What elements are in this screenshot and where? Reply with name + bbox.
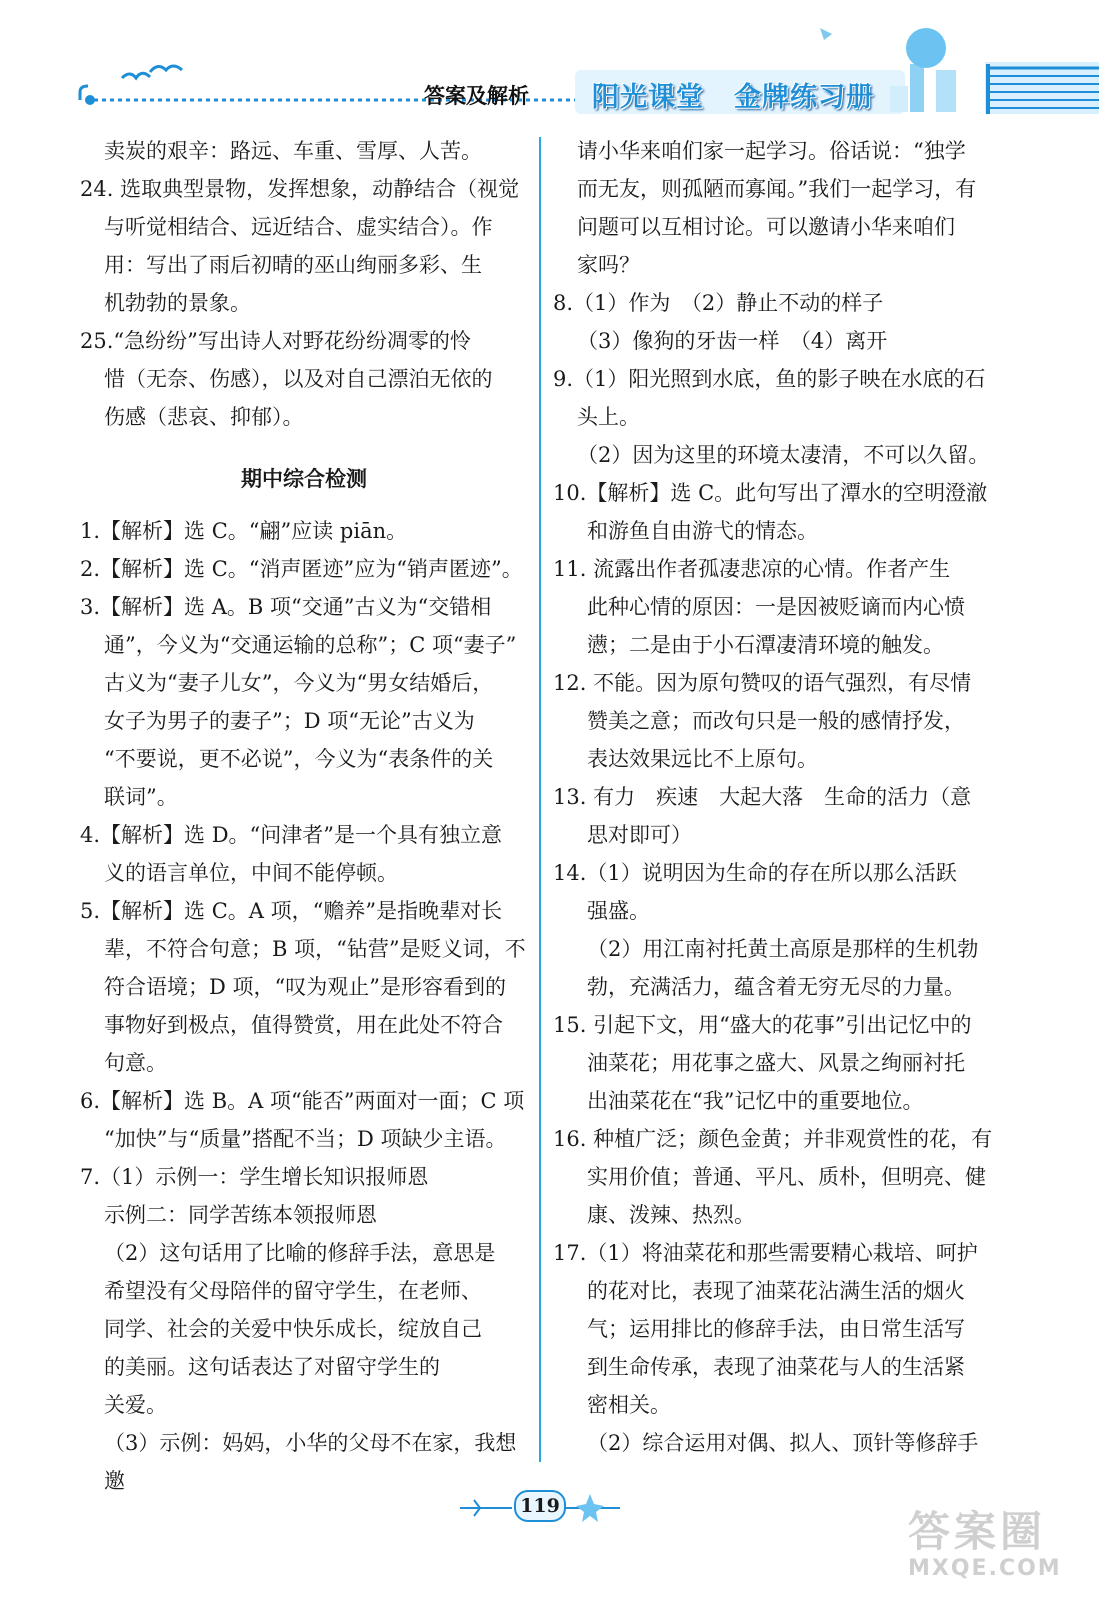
column-divider bbox=[539, 137, 541, 1462]
answer-line: 此种心情的原因：一是因被贬谪而内心愤 bbox=[587, 595, 965, 619]
answer-line: 气；运用排比的修辞手法，由日常生活写 bbox=[587, 1317, 965, 1341]
globe-icon bbox=[906, 28, 946, 68]
answer-line: （2）用江南衬托黄土高原是那样的生机勃 bbox=[587, 937, 979, 961]
page-number: 119 bbox=[514, 1490, 566, 1522]
answer-16: 16. 种植广泛；颜色金黄；并非观赏性的花，有 bbox=[553, 1127, 993, 1151]
answer-line: 表达效果远比不上原句。 bbox=[587, 747, 818, 771]
answer-line: 用：写出了雨后初晴的巫山绚丽多彩、生 bbox=[104, 253, 482, 277]
answer-line: 古义为“妻子儿女”，今义为“男女结婚后， bbox=[104, 671, 494, 695]
answer-line: “加快”与“质量”搭配不当；D 项缺少主语。 bbox=[104, 1127, 507, 1151]
page-header bbox=[0, 0, 1099, 120]
answer-line: （3）像狗的牙齿一样 （4）离开 bbox=[577, 329, 888, 353]
answer-line: 油菜花；用花事之盛大、风景之绚丽衬托 bbox=[587, 1051, 965, 1075]
answer-14: 14.（1）说明因为生命的存在所以那么活跃 bbox=[553, 861, 957, 885]
answer-line: 伤感（悲哀、抑郁）。 bbox=[104, 405, 304, 429]
answer-line: 思对即可） bbox=[587, 823, 692, 847]
answer-3: 3.【解析】选 A。B 项“交通”古义为“交错相 bbox=[80, 595, 492, 619]
answer-line: 事物好到极点，值得赞赏，用在此处不符合 bbox=[104, 1013, 503, 1037]
answer-line: 卖炭的艰辛：路远、车重、雪厚、人苦。 bbox=[104, 139, 482, 163]
answer-line: 到生命传承，表现了油菜花与人的生活紧 bbox=[587, 1355, 965, 1379]
bird-icon bbox=[150, 66, 182, 72]
answer-7: 7.（1）示例一：学生增长知识报师恩 bbox=[80, 1165, 429, 1189]
watermark-url: MXQE.COM bbox=[908, 1556, 1062, 1581]
answer-line: 女子为男子的妻子”；D 项“无论”古义为 bbox=[104, 709, 475, 733]
answer-line: 勃，充满活力，蕴含着无穷无尽的力量。 bbox=[587, 975, 965, 999]
left-column bbox=[80, 132, 528, 1500]
answer-line: 的美丽。这句话表达了对留守学生的 bbox=[104, 1355, 440, 1379]
answer-line: 康、泼辣、热烈。 bbox=[587, 1203, 755, 1227]
bird-icon bbox=[122, 73, 150, 78]
answer-line: 家吗？ bbox=[577, 253, 640, 277]
answer-line: 辈，不符合句意；B 项，“钻营”是贬义词，不 bbox=[104, 937, 526, 961]
answer-line: 符合语境；D 项，“叹为观止”是形容看到的 bbox=[104, 975, 506, 999]
paper-plane-icon bbox=[820, 28, 832, 40]
answer-line: 出油菜花在“我”记忆中的重要地位。 bbox=[587, 1089, 924, 1113]
answer-line: “不要说，更不必说”，今义为“表条件的关 bbox=[104, 747, 494, 771]
answer-line: 与听觉相结合、远近结合、虚实结合）。作 bbox=[104, 215, 493, 239]
answer-line: 示例二：同学苦练本领报师恩 bbox=[104, 1203, 377, 1227]
answer-line: 赞美之意；而改句只是一般的感情抒发， bbox=[587, 709, 965, 733]
answer-line: 实用价值；普通、平凡、质朴，但明亮、健 bbox=[587, 1165, 986, 1189]
brand-name: 阳光课堂 bbox=[592, 82, 704, 113]
page-footer bbox=[450, 1484, 650, 1534]
watermark-logo-text: 答案圈 bbox=[908, 1507, 1047, 1556]
answer-9: 9.（1）阳光照到水底，鱼的影子映在水底的石 bbox=[553, 367, 986, 391]
answer-line: 强盛。 bbox=[587, 899, 650, 923]
answer-line: 懑；二是由于小石潭凄清环境的触发。 bbox=[587, 633, 944, 657]
answer-line: 句意。 bbox=[104, 1051, 167, 1075]
answer-4: 4.【解析】选 D。“问津者”是一个具有独立意 bbox=[80, 823, 503, 847]
answer-line: 通”，今义为“交通运输的总称”；C 项“妻子” bbox=[104, 633, 517, 657]
answer-line: （2）因为这里的环境太凄清，不可以久留。 bbox=[577, 443, 990, 467]
answer-line: （3）示例：妈妈，小华的父母不在家，我想邀 bbox=[104, 1431, 517, 1493]
answer-line: 的花对比，表现了油菜花沾满生活的烟火 bbox=[587, 1279, 965, 1303]
answer-line: （2）综合运用对偶、拟人、顶针等修辞手 bbox=[587, 1431, 979, 1455]
brand-subtitle: 金牌练习册 bbox=[734, 82, 874, 113]
answer-11: 11. 流露出作者孤凄悲凉的心情。作者产生 bbox=[553, 557, 951, 581]
answer-1: 1.【解析】选 C。“翩”应读 piān。 bbox=[80, 519, 408, 543]
answer-25: 25.“急纷纷”写出诗人对野花纷纷凋零的怜 bbox=[80, 329, 471, 353]
header-decoration bbox=[0, 0, 1099, 120]
answer-6: 6.【解析】选 B。A 项“能否”两面对一面；C 项 bbox=[80, 1089, 525, 1113]
answer-2: 2.【解析】选 C。“消声匿迹”应为“销声匿迹”。 bbox=[80, 557, 523, 581]
answer-line: 希望没有父母陪伴的留守学生，在老师、 bbox=[104, 1279, 482, 1303]
watermark bbox=[908, 1508, 1078, 1588]
answer-line: 机勃勃的景象。 bbox=[104, 291, 251, 315]
answer-line: 同学、社会的关爱中快乐成长，绽放自己 bbox=[104, 1317, 482, 1341]
answer-line: 而无友，则孤陋而寡闻。”我们一起学习，有 bbox=[577, 177, 977, 201]
answer-24: 24. 选取典型景物，发挥想象，动静结合（视觉 bbox=[80, 177, 520, 201]
answer-line: 和游鱼自由游弋的情态。 bbox=[587, 519, 818, 543]
star-icon bbox=[576, 1494, 604, 1522]
answer-5: 5.【解析】选 C。A 项，“赡养”是指晚辈对长 bbox=[80, 899, 503, 923]
answer-line: 问题可以互相讨论。可以邀请小华来咱们 bbox=[577, 215, 955, 239]
answer-8: 8.（1）作为 （2）静止不动的样子 bbox=[553, 291, 884, 315]
section-heading: 期中综合检测 bbox=[241, 467, 367, 491]
answer-10: 10.【解析】选 C。此句写出了潭水的空明澄澈 bbox=[553, 481, 988, 505]
header-title: 答案及解析 bbox=[424, 84, 529, 108]
right-column bbox=[553, 132, 1003, 1462]
answer-line: （2）这句话用了比喻的修辞手法，意思是 bbox=[104, 1241, 496, 1265]
answer-15: 15. 引起下文，用“盛大的花事”引出记忆中的 bbox=[553, 1013, 972, 1037]
answer-line: 惜（无奈、伤感），以及对自己漂泊无依的 bbox=[104, 367, 493, 391]
answer-line: 请小华来咱们家一起学习。俗话说：“独学 bbox=[577, 139, 966, 163]
answer-line: 联词”。 bbox=[104, 785, 178, 809]
answer-line: 义的语言单位，中间不能停顿。 bbox=[104, 861, 398, 885]
answer-line: 关爱。 bbox=[104, 1393, 167, 1417]
answer-17: 17.（1）将油菜花和那些需要精心栽培、呵护 bbox=[553, 1241, 978, 1265]
answer-12: 12. 不能。因为原句赞叹的语气强烈，有尽情 bbox=[553, 671, 972, 695]
answer-line: 密相关。 bbox=[587, 1393, 671, 1417]
answer-line: 头上。 bbox=[577, 405, 640, 429]
answer-13: 13. 有力 疾速 大起大落 生命的活力（意 bbox=[553, 785, 972, 809]
